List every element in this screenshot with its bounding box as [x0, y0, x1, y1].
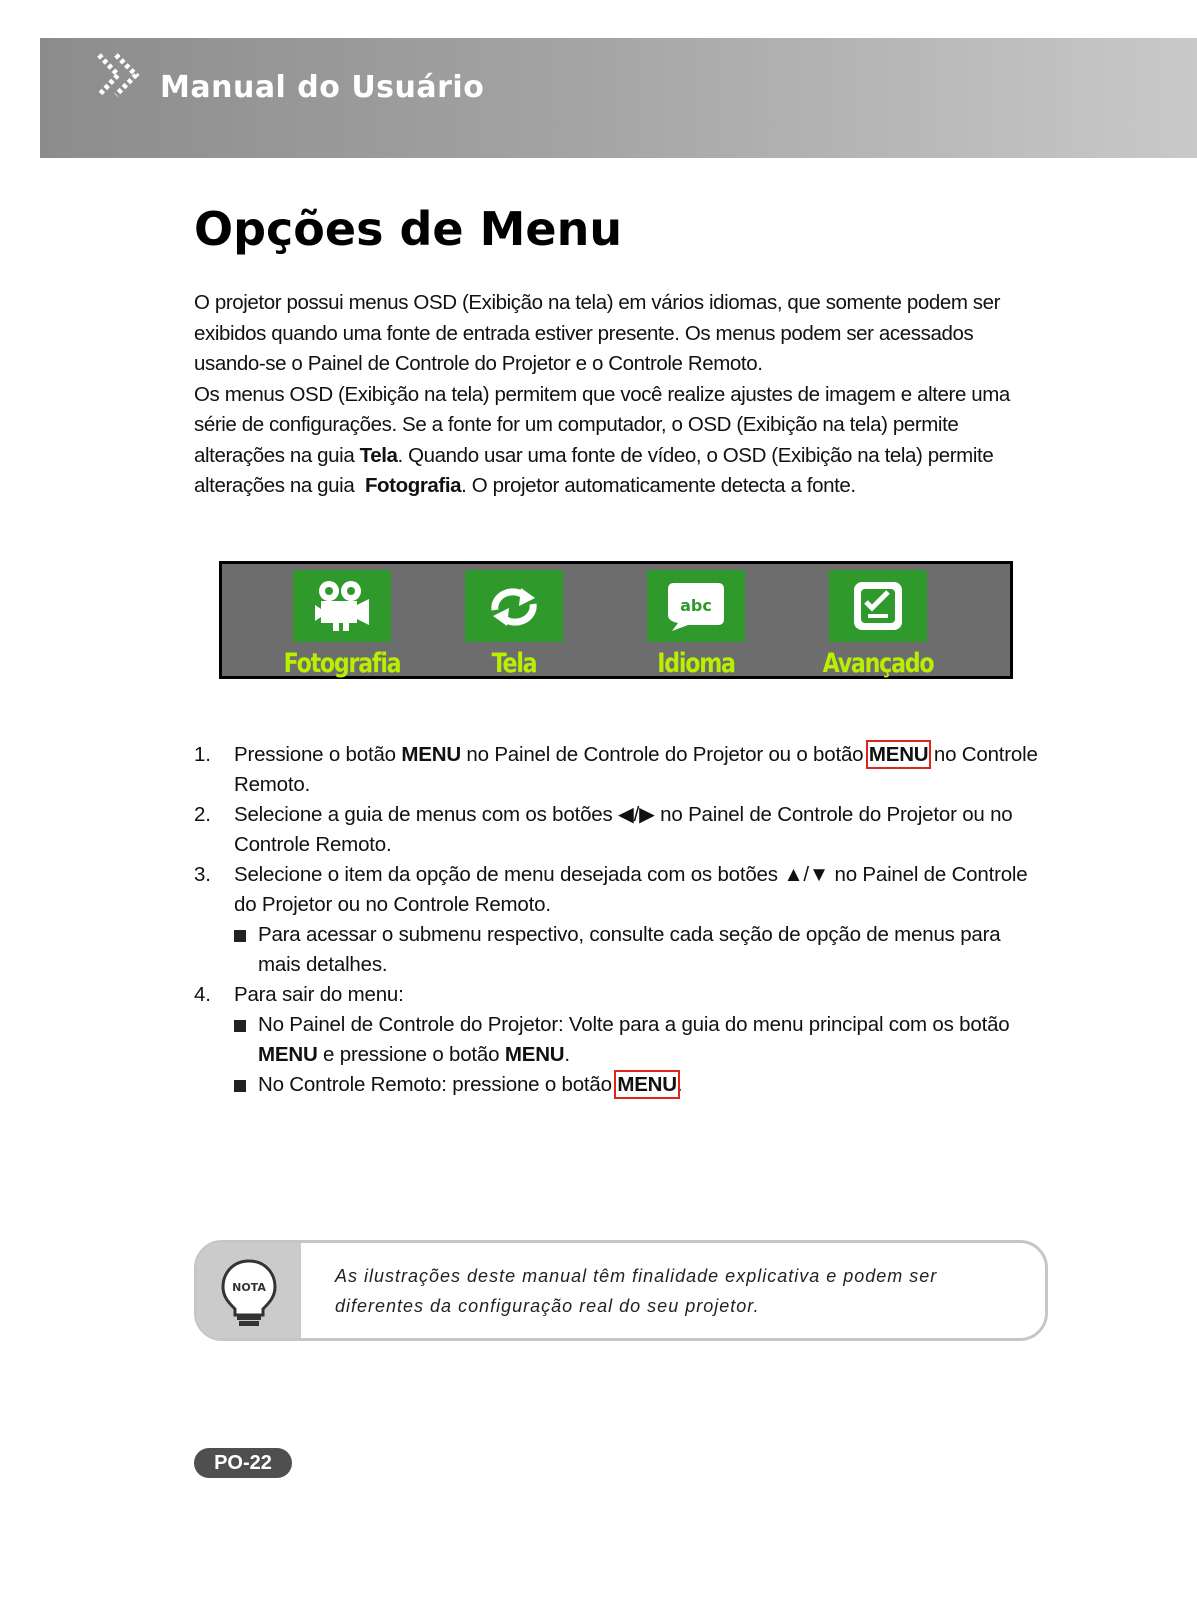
note-icon-label: NOTA	[232, 1281, 266, 1294]
svg-text:abc: abc	[680, 596, 712, 615]
square-bullet-icon	[234, 1020, 246, 1032]
lightbulb-note-icon	[219, 1257, 279, 1329]
sub-item: No Controle Remoto: pressione o botão MENU.	[234, 1070, 1048, 1100]
step-1: 1. Pressione o botão MENU no Painel de Controle do Projetor ou o botão MENU no Controle Remoto.	[194, 740, 1048, 800]
step-number: 2.	[194, 803, 211, 826]
osd-tab-label: Idioma	[657, 648, 735, 679]
page-number: PO-22	[194, 1448, 292, 1478]
step-2: 2. Selecione a guia de menus com os botões ◀/▶ no Painel de Controle do Projetor ou no Controle Remoto.	[194, 800, 1048, 860]
osd-tab-idioma[interactable]	[606, 570, 786, 679]
osd-tab-fotografia[interactable]	[252, 570, 432, 679]
refresh-arrows-icon	[465, 570, 563, 642]
steps-list	[194, 740, 1048, 1100]
note-box	[194, 1240, 1048, 1341]
advanced-settings-icon	[829, 570, 927, 642]
menu-key-label: MENU	[504, 1043, 565, 1066]
osd-tab-tela[interactable]	[424, 570, 604, 679]
language-abc-icon	[647, 570, 745, 642]
sub-item: No Painel de Controle do Projetor: Volte para a guia do menu principal com os botão MENU e pressione o botão MENU.	[234, 1010, 1048, 1070]
intro-text	[194, 288, 1048, 502]
tela-bold: Tela	[359, 443, 398, 467]
step-number: 4.	[194, 983, 211, 1006]
intro-paragraph-2: Os menus OSD (Exibição na tela) permitem que você realize ajustes de imagem e altere uma série de configurações. Se a fonte for um computador, o OSD (Exibição na tela) permite alterações na guia Tela. Quando usar uma fonte de vídeo, o OSD (Exibição na tela) permite alterações na guia Fotografia. O projetor automaticamente detecta a fonte.	[194, 382, 1010, 497]
menu-key-label: MENU	[401, 743, 461, 766]
left-right-arrow-icon: ◀/▶	[618, 803, 655, 826]
intro-paragraph-1: O projetor possui menus OSD (Exibição na tela) em vários idiomas, que somente podem ser exibidos quando uma fonte de entrada estiver presente. Os menus podem ser acessados usando-se o Painel de Controle do Projetor e o Controle Remoto.	[194, 291, 1001, 375]
step-3-sublist	[234, 920, 1048, 980]
note-text: As ilustrações deste manual têm finalidade explicativa e podem ser diferentes da configuração real do seu projetor.	[335, 1266, 938, 1316]
video-camera-icon	[293, 570, 391, 642]
osd-tab-label: Avançado	[822, 648, 934, 679]
square-bullet-icon	[234, 1080, 246, 1092]
fotografia-bold: Fotografia	[364, 474, 462, 497]
menu-key-label: MENU	[258, 1043, 318, 1066]
step-3: 3. Selecione o item da opção de menu desejada com os botões ▲/▼ no Painel de Controle do Projetor ou no Controle Remoto. Para acessar o submenu respectivo, consulte cada seção de opção de menus para mais detalhes.	[194, 860, 1048, 980]
menu-key-label-highlighted: MENU	[617, 1073, 677, 1096]
osd-tab-label: Tela	[491, 648, 537, 679]
step-number: 3.	[194, 863, 211, 886]
osd-menu-bar	[219, 561, 1013, 679]
page-title: Opções de Menu	[194, 202, 623, 256]
osd-tab-avancado[interactable]	[788, 570, 968, 679]
header-title: Manual do Usuário	[160, 70, 485, 105]
up-down-arrow-icon: ▲/▼	[783, 863, 829, 886]
menu-key-label-highlighted: MENU	[868, 743, 929, 766]
step-4-sublist	[234, 1010, 1048, 1100]
step-number: 1.	[194, 743, 211, 766]
step-4: 4. Para sair do menu: No Painel de Controle do Projetor: Volte para a guia do menu principal com os botão MENU e pressione o botão MENU. No Controle Remoto: pressione o botão MENU.	[194, 980, 1048, 1100]
double-chevron-icon	[96, 52, 146, 98]
osd-tab-label: Fotografia	[283, 648, 401, 679]
sub-item: Para acessar o submenu respectivo, consulte cada seção de opção de menus para mais detalhes.	[234, 920, 1048, 980]
square-bullet-icon	[234, 930, 246, 942]
